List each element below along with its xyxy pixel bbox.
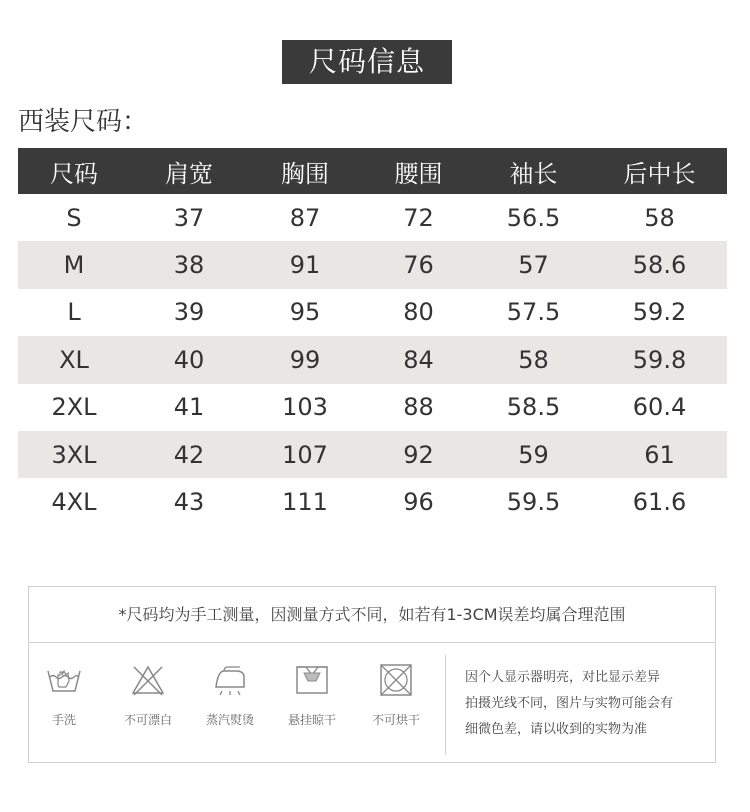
table-cell: 58 bbox=[644, 203, 675, 232]
table-row bbox=[18, 431, 727, 478]
care-label: 蒸汽熨烫 bbox=[205, 713, 254, 727]
header-back-length: 后中长 bbox=[592, 148, 727, 194]
table-cell: 37 bbox=[173, 203, 205, 232]
header-size: 尺码 bbox=[18, 148, 130, 194]
table-cell: 43 bbox=[173, 488, 205, 517]
section-label: 西装尺码： bbox=[18, 107, 149, 137]
table-cell: 103 bbox=[282, 393, 328, 422]
measurement-note: *尺码均为手工测量，因测量方式不同，如若有1-3CM误差均属合理范围 bbox=[29, 587, 715, 643]
care-item-steam-iron bbox=[195, 663, 265, 728]
table-cell: S bbox=[66, 203, 82, 232]
table-cell: 72 bbox=[403, 203, 434, 232]
table-cell: 39 bbox=[173, 298, 205, 327]
table-cell: 4XL bbox=[51, 488, 97, 517]
table-cell: 40 bbox=[130, 336, 248, 383]
table-cell: 58.6 bbox=[592, 241, 727, 288]
table-cell: 76 bbox=[362, 241, 475, 288]
table-cell: 99 bbox=[248, 336, 362, 383]
table-row bbox=[18, 241, 727, 288]
table-row bbox=[18, 336, 727, 383]
table-cell: 61 bbox=[592, 431, 727, 478]
table-row bbox=[18, 384, 727, 431]
care-item-hand-wash bbox=[29, 663, 99, 728]
table-cell: 92 bbox=[362, 431, 475, 478]
disclaimer-line: 细微色差，请以收到的实物为准 bbox=[465, 722, 648, 737]
table-cell: 80 bbox=[403, 298, 434, 327]
table-row bbox=[18, 194, 727, 241]
table-cell: 107 bbox=[248, 431, 362, 478]
care-label: 悬挂晾干 bbox=[287, 713, 336, 727]
table-cell: 88 bbox=[403, 393, 434, 422]
table-cell: 60.4 bbox=[632, 393, 687, 422]
table-row bbox=[18, 478, 727, 525]
page-title: 尺码信息 bbox=[282, 40, 452, 84]
care-item-hang-dry bbox=[277, 663, 347, 728]
table-cell: 111 bbox=[282, 488, 328, 517]
table-cell: 84 bbox=[362, 336, 475, 383]
header-shoulder: 肩宽 bbox=[130, 148, 248, 194]
header-chest: 胸围 bbox=[248, 148, 362, 194]
hand-wash-icon bbox=[44, 663, 84, 697]
table-cell: 61.6 bbox=[632, 488, 687, 517]
table-cell: 58.5 bbox=[506, 393, 561, 422]
hang-dry-icon bbox=[292, 663, 332, 697]
disclaimer-line: 因个人显示器明亮，对比显示差异 bbox=[465, 670, 661, 685]
table-cell: 38 bbox=[130, 241, 248, 288]
care-label: 不可漂白 bbox=[123, 713, 172, 727]
table-cell: 91 bbox=[248, 241, 362, 288]
table-row bbox=[18, 289, 727, 336]
table-cell: 95 bbox=[289, 298, 321, 327]
table-cell: 3XL bbox=[18, 431, 130, 478]
care-info-box bbox=[28, 586, 716, 763]
table-cell: M bbox=[18, 241, 130, 288]
table-cell: 59.2 bbox=[632, 298, 687, 327]
divider bbox=[445, 655, 446, 755]
care-item-no-tumble-dry bbox=[361, 663, 431, 728]
table-cell: 41 bbox=[173, 393, 205, 422]
table-cell: 57.5 bbox=[506, 298, 561, 327]
table-cell: L bbox=[67, 298, 81, 327]
care-label: 手洗 bbox=[51, 713, 76, 727]
header-sleeve: 袖长 bbox=[475, 148, 592, 194]
no-bleach-icon bbox=[128, 663, 168, 697]
color-disclaimer bbox=[465, 665, 715, 743]
table-cell: XL bbox=[18, 336, 130, 383]
table-cell: 87 bbox=[289, 203, 321, 232]
table-cell: 59 bbox=[475, 431, 592, 478]
table-cell: 57 bbox=[475, 241, 592, 288]
steam-iron-icon bbox=[210, 663, 250, 697]
size-table bbox=[18, 148, 727, 526]
table-cell: 58 bbox=[475, 336, 592, 383]
table-cell: 59.8 bbox=[592, 336, 727, 383]
disclaimer-line: 拍摄光线不同，图片与实物可能会有 bbox=[465, 696, 674, 711]
no-tumble-dry-icon bbox=[376, 663, 416, 697]
table-cell: 96 bbox=[403, 488, 434, 517]
table-cell: 59.5 bbox=[506, 488, 561, 517]
care-item-no-bleach bbox=[113, 663, 183, 728]
table-cell: 2XL bbox=[51, 393, 97, 422]
care-label: 不可烘干 bbox=[371, 713, 420, 727]
table-cell: 56.5 bbox=[506, 203, 561, 232]
header-waist: 腰围 bbox=[362, 148, 475, 194]
table-cell: 42 bbox=[130, 431, 248, 478]
table-header-row bbox=[18, 148, 727, 194]
